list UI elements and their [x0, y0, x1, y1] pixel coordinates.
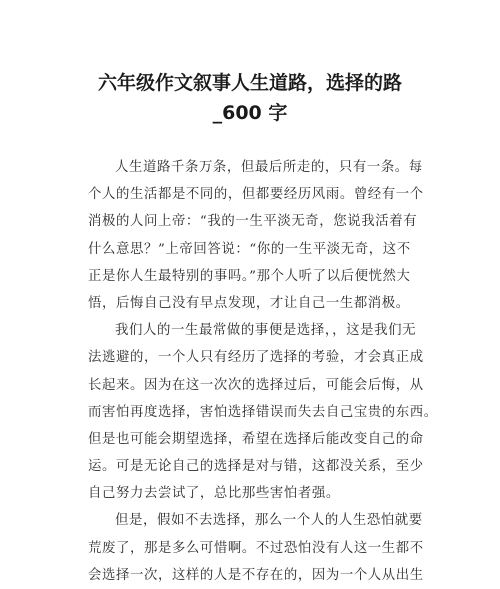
paragraph-line: 悟，后悔自己没有早点发现，才让自己一生都消极。 [88, 295, 410, 311]
paragraph-line: 长起来。因为在这一次次的选择过后，可能会后悔，从 [88, 377, 424, 393]
paragraph-line: 自己努力去尝试了，总比那些害怕者强。 [88, 486, 340, 502]
paragraph-line: 法逃避的，一个人只有经历了选择的考验，才会真正成 [88, 350, 424, 366]
paragraph-line: 会选择一次，这样的人是不存在的，因为一个人从出生 [88, 567, 424, 583]
document-body [88, 154, 438, 589]
paragraph-line: 正是你人生最特别的事吗。”那个人听了以后便恍然大 [88, 268, 411, 284]
paragraph-line: 但是也可能会期望选择，希望在选择后能改变自己的命 [88, 431, 424, 447]
paragraph-line: 而害怕再度选择，害怕选择错误而失去自己宝贵的东西。 [88, 404, 438, 420]
paragraph-line: 我们人的一生最常做的事便是选择，，这是我们无 [115, 323, 417, 339]
paragraph-line: 荒废了，那是多么可惜啊。不过恐怕没有人这一生都不 [88, 540, 424, 556]
paragraph-line: 但是，假如不去选择，那么一个人的人生恐怕就要 [115, 513, 423, 529]
document-title-line-1: 六年级作文叙事人生道路，选择的路 [97, 72, 402, 94]
paragraph-line: 运。可是无论自己的选择是对与错，这都没关系，至少 [88, 459, 424, 475]
paragraph-line: 消极的人问上帝：“我的一生平淡无奇，您说我活着有 [88, 214, 418, 230]
document-title-line-2: _600 字 [212, 102, 288, 124]
paragraph-line: 人生道路千条万条，但最后所走的，只有一条。每 [115, 160, 423, 175]
paragraph-line: 个人的生活都是不同的，但都要经历风雨。曾经有一个 [88, 187, 424, 203]
paragraph-line: 什么意思？”上帝回答说：“你的一生平淡无奇，这不 [88, 241, 411, 257]
